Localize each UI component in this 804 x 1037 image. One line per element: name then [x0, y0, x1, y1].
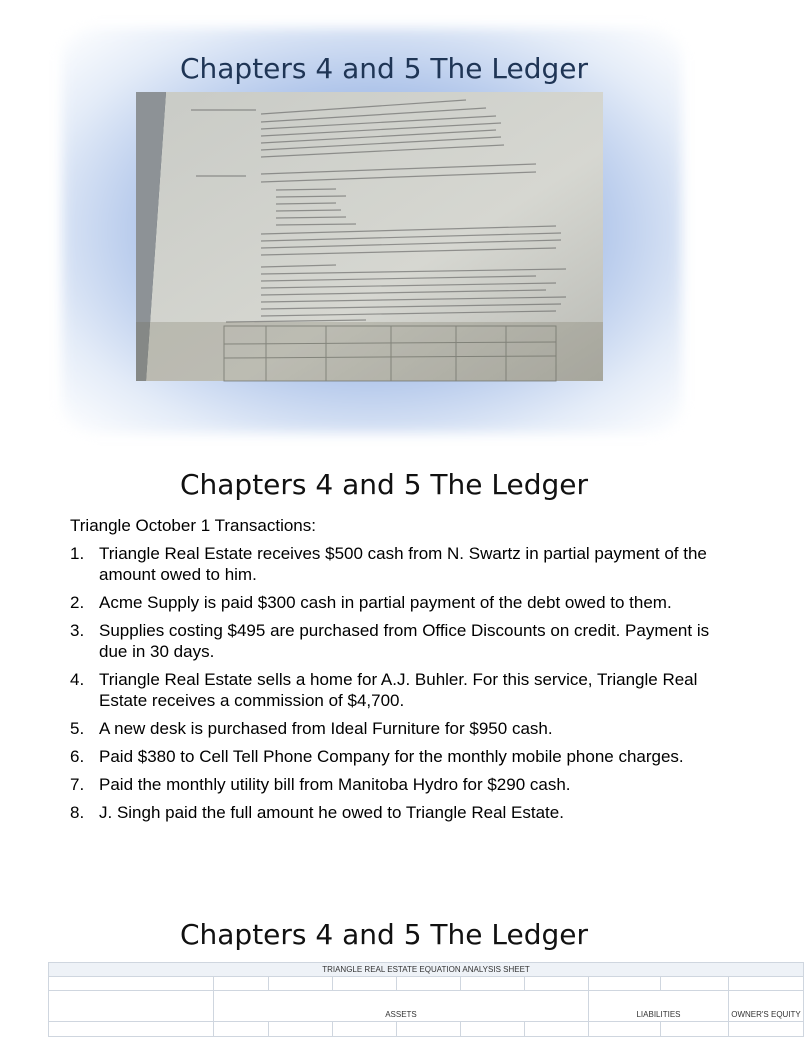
equation-analysis-sheet [48, 962, 804, 1037]
table-cell [269, 977, 333, 991]
list-item-text: Triangle Real Estate sells a home for A.J. Buhler. For this service, Triangle Real Estate receives a commission of $4,700. [99, 670, 698, 710]
list-item-text: Paid the monthly utility bill from Manitoba Hydro for $290 cash. [99, 775, 571, 794]
table-cell [589, 1022, 661, 1037]
list-item-number: 8. [70, 803, 85, 822]
list-item-number: 4. [70, 670, 85, 689]
table-cell [214, 1022, 269, 1037]
table-cell [525, 977, 589, 991]
transaction-list [70, 543, 720, 830]
list-item [70, 718, 720, 739]
table-cell [397, 1022, 461, 1037]
slide-2-title: Chapters 4 and 5 The Ledger [179, 468, 589, 501]
liabilities-header: LIABILITIES [589, 991, 729, 1022]
slide-3-title: Chapters 4 and 5 The Ledger [179, 918, 589, 951]
textbook-page-photo [136, 92, 603, 381]
list-item-number: 7. [70, 775, 85, 794]
table-cell [269, 1022, 333, 1037]
list-item [70, 802, 720, 823]
list-item-text: Supplies costing $495 are purchased from Office Discounts on credit. Payment is due in 30 days. [99, 621, 710, 661]
transactions-intro: Triangle October 1 Transactions: [70, 516, 316, 535]
list-item-number: 6. [70, 747, 85, 766]
table-cell [661, 977, 729, 991]
list-item-number: 5. [70, 719, 85, 738]
list-item-number: 2. [70, 593, 85, 612]
list-item [70, 774, 720, 795]
textbook-photo-drawing [136, 92, 603, 381]
list-item [70, 669, 720, 711]
list-item [70, 592, 720, 613]
slide-1-title: Chapters 4 and 5 The Ledger [179, 52, 589, 85]
list-item-text: Triangle Real Estate receives $500 cash from N. Swartz in partial payment of the amount owed to him. [99, 544, 707, 584]
slide-1 [0, 0, 768, 440]
table-cell [214, 977, 269, 991]
list-item-number: 3. [70, 621, 85, 640]
list-item [70, 543, 720, 585]
list-item-number: 1. [70, 544, 85, 563]
table-cell [461, 977, 525, 991]
slide-3 [0, 890, 801, 1024]
sheet-heading: TRIANGLE REAL ESTATE EQUATION ANALYSIS SHEET [49, 963, 804, 977]
table-cell [729, 1022, 804, 1037]
slide-2 [0, 440, 768, 890]
list-item-text: A new desk is purchased from Ideal Furniture for $950 cash. [99, 719, 553, 738]
table-cell [333, 977, 397, 991]
table-cell [49, 991, 214, 1022]
table-cell [729, 977, 804, 991]
table-cell [49, 1022, 214, 1037]
assets-header: ASSETS [214, 991, 589, 1022]
table-cell [661, 1022, 729, 1037]
table-cell [49, 977, 214, 991]
list-item [70, 620, 720, 662]
table-cell [525, 1022, 589, 1037]
list-item-text: Paid $380 to Cell Tell Phone Company for the monthly mobile phone charges. [99, 747, 684, 766]
table-cell [589, 977, 661, 991]
owners-equity-header: OWNER'S EQUITY [729, 991, 804, 1022]
list-item-text: Acme Supply is paid $300 cash in partial payment of the debt owed to them. [99, 593, 672, 612]
list-item-text: J. Singh paid the full amount he owed to Triangle Real Estate. [99, 803, 564, 822]
table-cell [461, 1022, 525, 1037]
table-cell [397, 977, 461, 991]
table-cell [333, 1022, 397, 1037]
list-item [70, 746, 720, 767]
